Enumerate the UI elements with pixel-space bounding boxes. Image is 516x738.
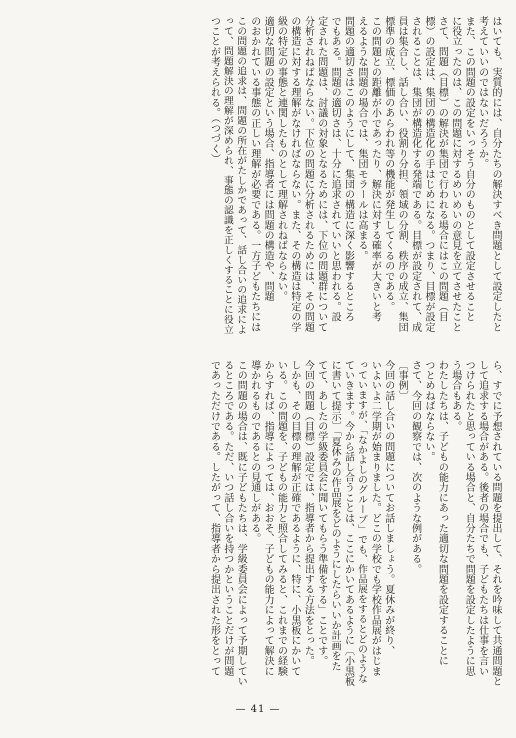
text-column: この問題の追求は、問題の所在がたしかであって、話し合いの追求によ: [235, 16, 247, 335]
text-column: つことが考えられる。（つづく）: [208, 16, 220, 164]
text-column: 考えていいのではないだろうか。: [476, 16, 488, 169]
text-column: つけられたと思っている場合と、自分たちで問題を設定したように思: [463, 360, 475, 677]
text-column: に書いて提示〕「夏休みの作品展をどのようにしたらいいか計画をた: [329, 360, 341, 672]
text-column: からすれば、指導によっては、おおそ、子どもの能力によって解決に: [262, 360, 274, 677]
text-column: 〔事例〕: [396, 360, 408, 401]
text-column: 級の特定の事態と連関したものとして理解されねばならない。: [275, 16, 287, 302]
text-column: 今回の話し合いの問題についてお話しましょう。夏休みが終り、: [382, 360, 394, 656]
text-column: のおかれている事態の正しい理解が必要である。一方子どもたちには: [248, 16, 260, 333]
text-column: ていきます。今から話し合うことは、ここにかいてあるように〔小黒板: [342, 360, 354, 687]
text-column: 定された問題は、討議の対象となるためには、下位の問題群について: [315, 16, 327, 333]
text-column: えるような問題の場合では、集団モラールは高まる。: [355, 16, 367, 261]
text-column: いる。この問題を、子どもの能力と照合してみると、これまでの経験: [275, 360, 287, 677]
text-column: って、問題解決の理解が深められ、事態の認識を正しくすることに役立: [221, 16, 233, 335]
text-column: されることは、集団が構造化する発端である。目標が設定されて、成: [409, 16, 421, 333]
text-column: 適切な問題の設定という場合、指導者には問題の構造や、問題: [262, 16, 274, 302]
text-column: 標）の設定は、集団の構造化の手はじめになる。つまり、目標が設定: [422, 16, 434, 333]
text-column: しかも、その目標の理解が正確であるように、特に、小黒板にかいて: [288, 360, 300, 677]
text-column: さて、今回の観察では、次のような例がある。: [409, 360, 421, 575]
text-column: 員は集合し、話し合い、役割り分担、領域の分割、秩序の成立、集団: [396, 16, 408, 333]
text-column: でもある。問題の適切さは、十分に追求されていいと思われる。設: [329, 16, 341, 322]
text-column: っていますが、「なかよしのグループ」でも、作品展をするとどのような: [355, 360, 367, 684]
text-column: るところである。ただ、いつ話し合いを持つかということだけが問題: [221, 360, 233, 677]
text-column: また、この問題の設定をいっそう自分のものとして設定させること: [463, 16, 475, 322]
text-column: 今回の問題（目標）設定では、指導者から提出する方法をとった。: [302, 360, 314, 666]
text-column: わたしたちは、子どもの能力にあった適切な問題を設定することに: [436, 360, 448, 666]
text-column: の構造に対する理解がなければならない。また、その構造は特定の学: [288, 16, 300, 333]
text-column: に役立ったのは、この問題に対するめいめいの意見を立てさせたこと: [449, 16, 461, 333]
text-column: 標準の成立、標価のあらわれ等の機能が発生してくるのである。: [382, 16, 394, 312]
text-column: う場合もある。: [449, 360, 461, 432]
text-column: ら、すでに予想されている問題を提出して、それを吟味して共通問題と: [490, 360, 501, 687]
text-column: つとめねばならない。: [422, 360, 434, 462]
text-column: いよいよ二学期が始まりました。どこの学校でも学校作品展がはじま: [369, 360, 381, 677]
bottom-text-block: [10, 360, 502, 690]
text-column: はいても、実質的には、自分たちの解決すべき問題として設定したと: [490, 16, 501, 333]
text-column: 導かれるものであるとの見通しがある。: [248, 360, 260, 544]
text-column: して追求する場合がある。後者の場合でも、子どもたちは仕事を言い: [476, 360, 488, 677]
page-number: — 41 —: [235, 704, 281, 715]
text-column: 問題の適切さはこのようにして、集団の構造に深く影響するところ: [342, 16, 354, 322]
top-text-block: [10, 16, 502, 338]
text-column: さて、問題（目標）の解決が集団で行われる場合にはこの問題（目: [436, 16, 448, 322]
text-column: 分析されねばならない。下位の問題に分析されるためには、その問題: [302, 16, 314, 333]
text-column: であっただけである。したがって、指導者から提出された形をとって: [208, 360, 220, 677]
text-column: この問題の場合は、既に子どもたちは、学級委員会によって予期してい: [235, 360, 247, 687]
text-column: てて、あしたの学級委員会に聞いてもらう準備をする」ことです。: [315, 360, 327, 666]
text-column: この問題との距離が小であったり、解決に対する確率が大きいと考: [369, 16, 381, 322]
